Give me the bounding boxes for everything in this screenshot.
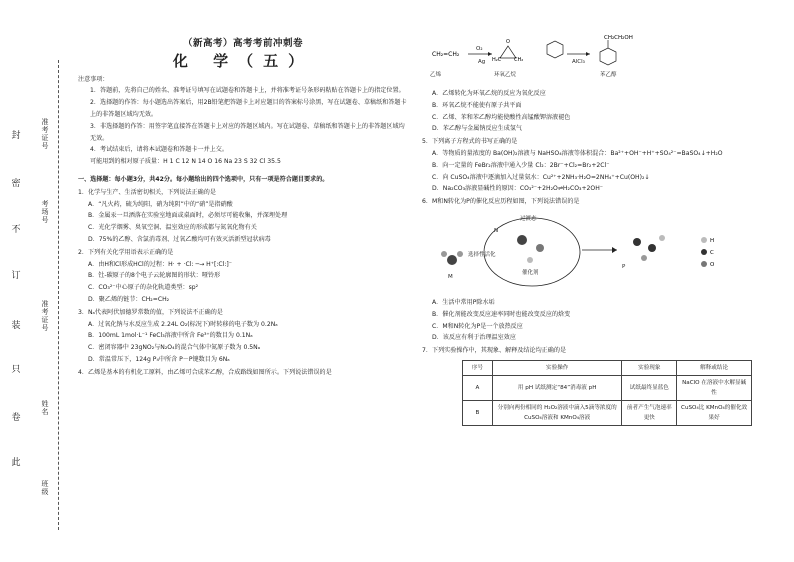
name-label: 姓名 [41, 400, 49, 416]
binding-char: 只 [11, 365, 21, 375]
atomic-masses: 可能用到的相对原子质量：H 1 C 12 N 14 O 16 Na 23 S 32 Cl 35.5 [90, 158, 281, 166]
legend-o-dot [701, 261, 707, 267]
q6-option-c: C．M和N转化为P是一个放热反应 [432, 322, 523, 330]
q5-option-d: D．Na₂CO₃溶液显碱性的原因：CO₃²⁻+2H₂O⇌H₂CO₃+2OH⁻ [432, 185, 604, 193]
label-phenylethanol: 苯乙醇 [600, 72, 617, 78]
q6-option-d: D．该反应有利于治理温室效应 [432, 334, 516, 342]
table-cell: 分别向两份相同的 H₂O₂溶液中滴入5滴等浓度的 CuSO₄溶液和 KMnO₄溶液 [492, 400, 622, 425]
binding-margin [0, 0, 70, 562]
table-cell: 用 pH 试纸测定“84”消毒液 pH [492, 375, 622, 400]
product-atom [633, 238, 641, 246]
exam-title: （新高考）高考考前冲刺卷 [182, 38, 303, 49]
q5-option-b: B．向一定量的 FeBr₂溶液中通入少量 Cl₂：2Br⁻+Cl₂=Br₂+2Cl⁻ [432, 161, 610, 169]
product-atom [648, 244, 656, 252]
table-row [463, 375, 752, 400]
question-6-stem: 6．M和N转化为P的催化反应历程如图，下列说法错误的是 [422, 198, 580, 206]
molecule-m-atom [441, 251, 447, 257]
binding-char: 卷 [11, 413, 21, 423]
q5-option-c: C．向 CuSO₄溶液中逐滴加入过量氨水：Cu²⁺+2NH₃·H₂O=2NH₄⁺+Cu(OH)₂↓ [432, 173, 650, 181]
legend-c-dot [701, 249, 707, 255]
question-2-stem: 2．下列有关化学用语表示正确的是 [78, 248, 174, 256]
q4-option-a: A．乙烯转化为环氧乙烷的反应为氧化反应 [432, 90, 546, 97]
svg-text:H₂C: H₂C [492, 57, 502, 63]
left-column [78, 30, 408, 379]
product-atom [641, 255, 647, 261]
transition-atom [527, 257, 533, 263]
benzene-ring-1 [547, 41, 563, 58]
q4-synthesis-diagram [422, 30, 782, 88]
svg-text:CH₂CH₂OH: CH₂CH₂OH [604, 35, 633, 41]
svg-text:O: O [506, 39, 510, 45]
svg-text:CH₂=CH₂: CH₂=CH₂ [432, 51, 460, 58]
table-cell: 试纸最终显蓝色 [622, 375, 677, 400]
question-1-stem: 1．化学与生产、生活密切相关，下列说法正确的是 [78, 188, 216, 196]
q6-option-b: B．催化剂能改变反应速率同时也能改变反应的焓变 [432, 310, 571, 318]
question-4-stem: 4．乙烯是基本的有机化工原料，由乙烯可合成苯乙醇，合成路线如图所示。下列说法错误的是 [78, 368, 332, 376]
table-header-row [463, 360, 752, 375]
experiment-table [462, 360, 752, 426]
q2-option-a: A．由H和Cl形成HCl的过程：H· + ·Cl: ─→ H⁺[:Cl:]⁻ [88, 260, 232, 268]
label-transition-state: 过渡态 [520, 215, 537, 222]
q3-option-b: B．100mL 1mol·L⁻¹ FeCl₃溶液中所含 Fe³⁺的数目为 0.1Nₐ [88, 332, 253, 340]
table-cell: A [463, 375, 493, 400]
q3-option-c: C．密闭容器中 23gNO₂与N₂O₄的混合气体中氮原子数为 0.5Nₐ [88, 344, 261, 352]
q4-option-b: B．环氧乙烷不能使有原子共平面 [432, 101, 522, 109]
q4-option-c: C．乙烯、苯和苯乙醇均能使酸性高锰酸钾溶液褪色 [432, 113, 571, 121]
molecule-m-atom [457, 251, 463, 257]
q1-option-c: C．光化学烟雾、臭氧空洞、温室效应的形成都与氮氧化物有关 [88, 224, 257, 232]
notes-heading: 注意事项： [78, 75, 109, 83]
q4-option-d: D．苯乙醇与金属钠反应生成氢气 [432, 125, 523, 133]
section-heading: 一、选择题：每小题3分，共42分。每小题给出的四个选项中，只有一项是符合题目要求的。 [78, 175, 329, 183]
binding-dashed-line [58, 60, 59, 530]
column-header: 序号 [463, 360, 493, 375]
note-item: 4．考试结束后，请将本试题卷和答题卡一并上交。 [90, 146, 228, 154]
label-catalyst: 催化剂 [522, 269, 539, 276]
q1-option-b: B．金属汞一旦洒落在实验室地面或桌面时，必须尽可能收集，并深埋处理 [88, 212, 288, 220]
q6-option-a: A．生活中常用P除水垢 [432, 298, 495, 306]
q3-option-a: A．过氧化钠与水反应生成 2.24L O₂(标况下)时转移的电子数为 0.2Nₐ [88, 320, 278, 328]
transition-atom [517, 235, 527, 245]
benzene-ring-2 [600, 48, 616, 65]
column-header: 实验操作 [492, 360, 622, 375]
subject-title: 化 学（五） [172, 51, 314, 70]
question-3-stem: 3．Nₐ代表阿伏加德罗常数的值，下列说法不正确的是 [78, 308, 223, 316]
table-cell: 前者产生气泡速率更快 [622, 400, 677, 425]
note-item: 3．非选择题的作答：用签字笔直接答在答题卡上对应的答题区域内。写在试题卷、草稿纸和答题卡上的非答题区域均无效。 [90, 122, 405, 142]
column-header: 解释或结论 [677, 360, 752, 375]
label-o2: O₂ [476, 46, 483, 52]
question-5-stem: 5．下列离子方程式的书写正确的是 [422, 138, 518, 146]
right-column [422, 30, 782, 426]
table-cell: NaClO 在溶液中水解显碱性 [677, 375, 752, 400]
binding-char: 此 [11, 458, 21, 468]
class-label: 班级 [41, 480, 49, 496]
q2-option-b: B．钍-碳原子的8个电子云轮廓图的形状：哑铃形 [88, 272, 221, 280]
q6-reaction-diagram [422, 210, 782, 295]
label-selective-activation: 选择性活化 [468, 251, 496, 258]
svg-text:H: H [710, 237, 715, 244]
svg-text:CH₂: CH₂ [514, 57, 524, 63]
svg-text:O: O [710, 261, 715, 268]
label-n: N [494, 227, 499, 234]
note-item: 1．答题前，先将自己的姓名、准考证号填写在试题卷和答题卡上，并将准考证号条形码粘贴在答题卡上的指定位置。 [90, 87, 405, 95]
label-ethylene: 乙烯 [430, 72, 442, 78]
label-alcl3: AlCl₃ [572, 59, 585, 65]
q2-option-c: C．CO₃²⁻中心原子的杂化轨道类型：sp² [88, 284, 199, 292]
q5-option-a: A．等物质的量浓度的 Ba(OH)₂溶液与 NaHSO₄溶液等体积混合：Ba²⁺+OH⁻+H⁺+SO₄²⁻=BaSO₄↓+H₂O [432, 149, 723, 157]
q1-option-d: D．75%的乙醇、含氯消毒剂、过氧乙酸均可有效灭活新型冠状病毒 [88, 235, 271, 243]
molecule-m-atom [447, 255, 457, 265]
transition-atom [536, 244, 544, 252]
label-m: M [448, 273, 453, 280]
table-cell: B [463, 400, 493, 425]
label-ethylene-oxide: 环氧乙烷 [494, 72, 517, 78]
table-cell: CuSO₄比 KMnO₄的催化效果好 [677, 400, 752, 425]
binding-char: 不 [11, 225, 21, 235]
legend-h-dot [701, 237, 707, 243]
ticket-number-label: 准考证号 [41, 300, 49, 332]
q2-option-d: D．聚乙烯的链节：CH₂=CH₂ [88, 295, 170, 303]
note-item: 2．选择题的作答：每小题选出答案后，用2B铅笔把答题卡上对应题目的答案标号涂黑，写在试题卷、草稿纸和答题卡上的非答题区域均无效。 [90, 99, 407, 118]
column-header: 实验现象 [622, 360, 677, 375]
binding-char: 密 [11, 179, 21, 189]
binding-char: 装 [11, 321, 21, 331]
label-p: P [622, 263, 626, 270]
binding-char: 订 [11, 271, 21, 281]
q1-option-a: A．“凡火药，硫为纯阳，硝为纯阴”中的“硝”是指硝酸 [88, 200, 233, 208]
table-row [463, 400, 752, 425]
product-atom [659, 235, 665, 241]
exam-number-label: 准考证号 [41, 118, 49, 150]
q3-option-d: D．常温常压下，124g P₄中所含 P－P键数目为 6Nₐ [88, 355, 230, 363]
room-number-label: 考场号 [41, 200, 49, 224]
label-ag: Ag [478, 59, 486, 65]
question-7-stem: 7．下列实验操作中，其现象、解释及结论均正确的是 [422, 347, 567, 355]
binding-char: 封 [11, 131, 21, 141]
svg-text:C: C [710, 249, 714, 256]
